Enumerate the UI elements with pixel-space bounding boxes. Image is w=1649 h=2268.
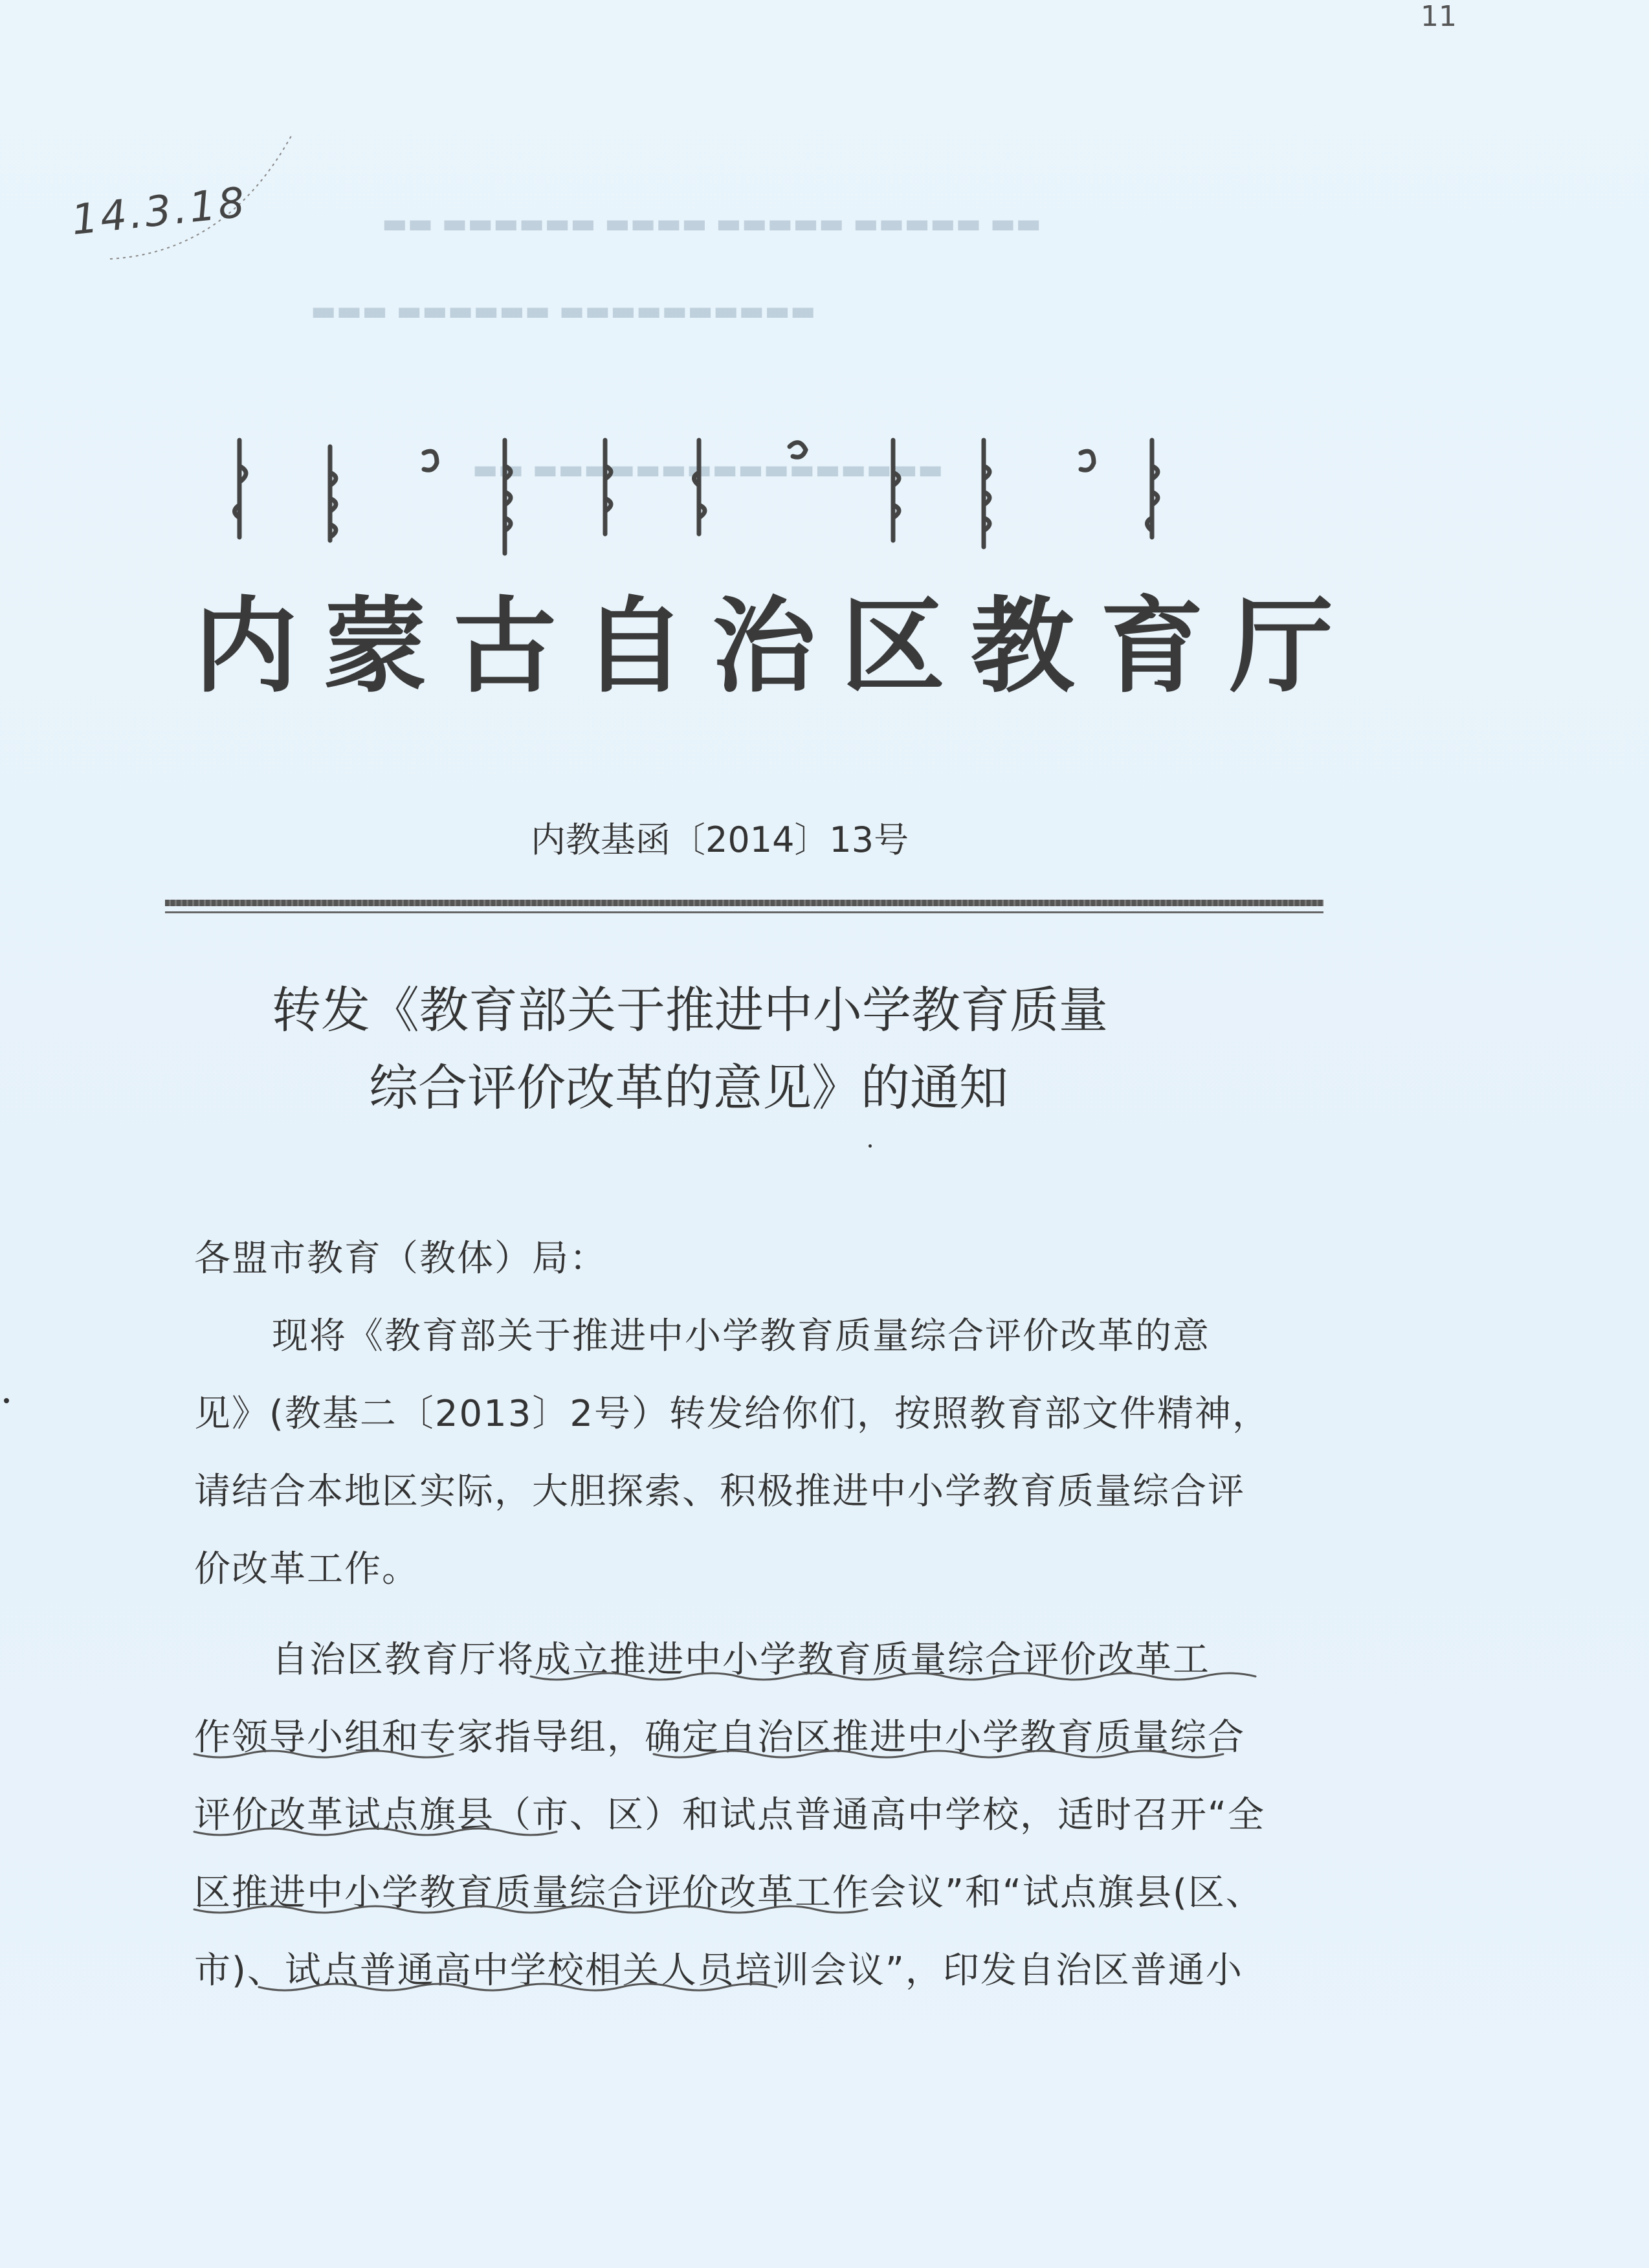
organization-name: 内蒙古自治区教育厅: [194, 586, 1360, 707]
paragraph-2-line: 区推进中小学教育质量综合评价改革工作会议”和“试点旗县(区、: [194, 1872, 1263, 1914]
paragraph-2-line: 评价改革试点旗县（市、区）和试点普通高中学校，适时召开“全: [194, 1794, 1266, 1836]
paragraph-1-line: 请结合本地区实际，大胆探索、积极推进中小学教育质量综合评: [194, 1471, 1245, 1513]
page-number: 11: [1421, 0, 1457, 33]
paragraph-2-line: 市)、试点普通高中学校相关人员培训会议”，印发自治区普通小: [194, 1950, 1243, 1992]
bleed-through-text: ▬▬▬▬▬▬▬▬▬▬▬▬▬▬▬▬ ▬▬: [472, 453, 944, 485]
bleed-through-text: ▬▬ ▬▬▬▬▬ ▬▬▬▬▬ ▬▬▬▬ ▬▬▬▬▬▬ ▬▬: [382, 207, 1042, 239]
bleed-through-text: ▬▬▬▬▬▬▬▬▬▬ ▬▬▬▬▬▬ ▬▬▬: [311, 295, 816, 326]
salutation: 各盟市教育（教体）局：: [194, 1238, 607, 1280]
document-title-line-2: 综合评价改革的意见》的通知: [369, 1059, 1008, 1117]
header-divider: [165, 900, 1323, 906]
handwritten-date: 14.3.18: [69, 178, 250, 245]
paragraph-2-line: 作领导小组和专家指导组，确定自治区推进中小学教育质量综合: [194, 1717, 1245, 1759]
paragraph-2-line: 自治区教育厅将成立推进中小学教育质量综合评价改革工: [272, 1639, 1210, 1681]
mongolian-script-logo: [220, 427, 1294, 557]
paragraph-1-line: 见》(教基二〔2013〕2号）转发给你们，按照教育部文件精神，: [194, 1393, 1270, 1435]
document-number: 内教基函〔2014〕13号: [531, 819, 909, 860]
scan-speck: [4, 1398, 9, 1403]
document-title-line-1: 转发《教育部关于推进中小学教育质量: [272, 981, 1108, 1039]
header-divider-thin: [165, 911, 1323, 913]
paragraph-1-line: 价改革工作。: [194, 1548, 419, 1590]
paragraph-1-line: 现将《教育部关于推进中小学教育质量综合评价改革的意: [272, 1315, 1210, 1357]
scan-speck: [869, 1144, 872, 1148]
